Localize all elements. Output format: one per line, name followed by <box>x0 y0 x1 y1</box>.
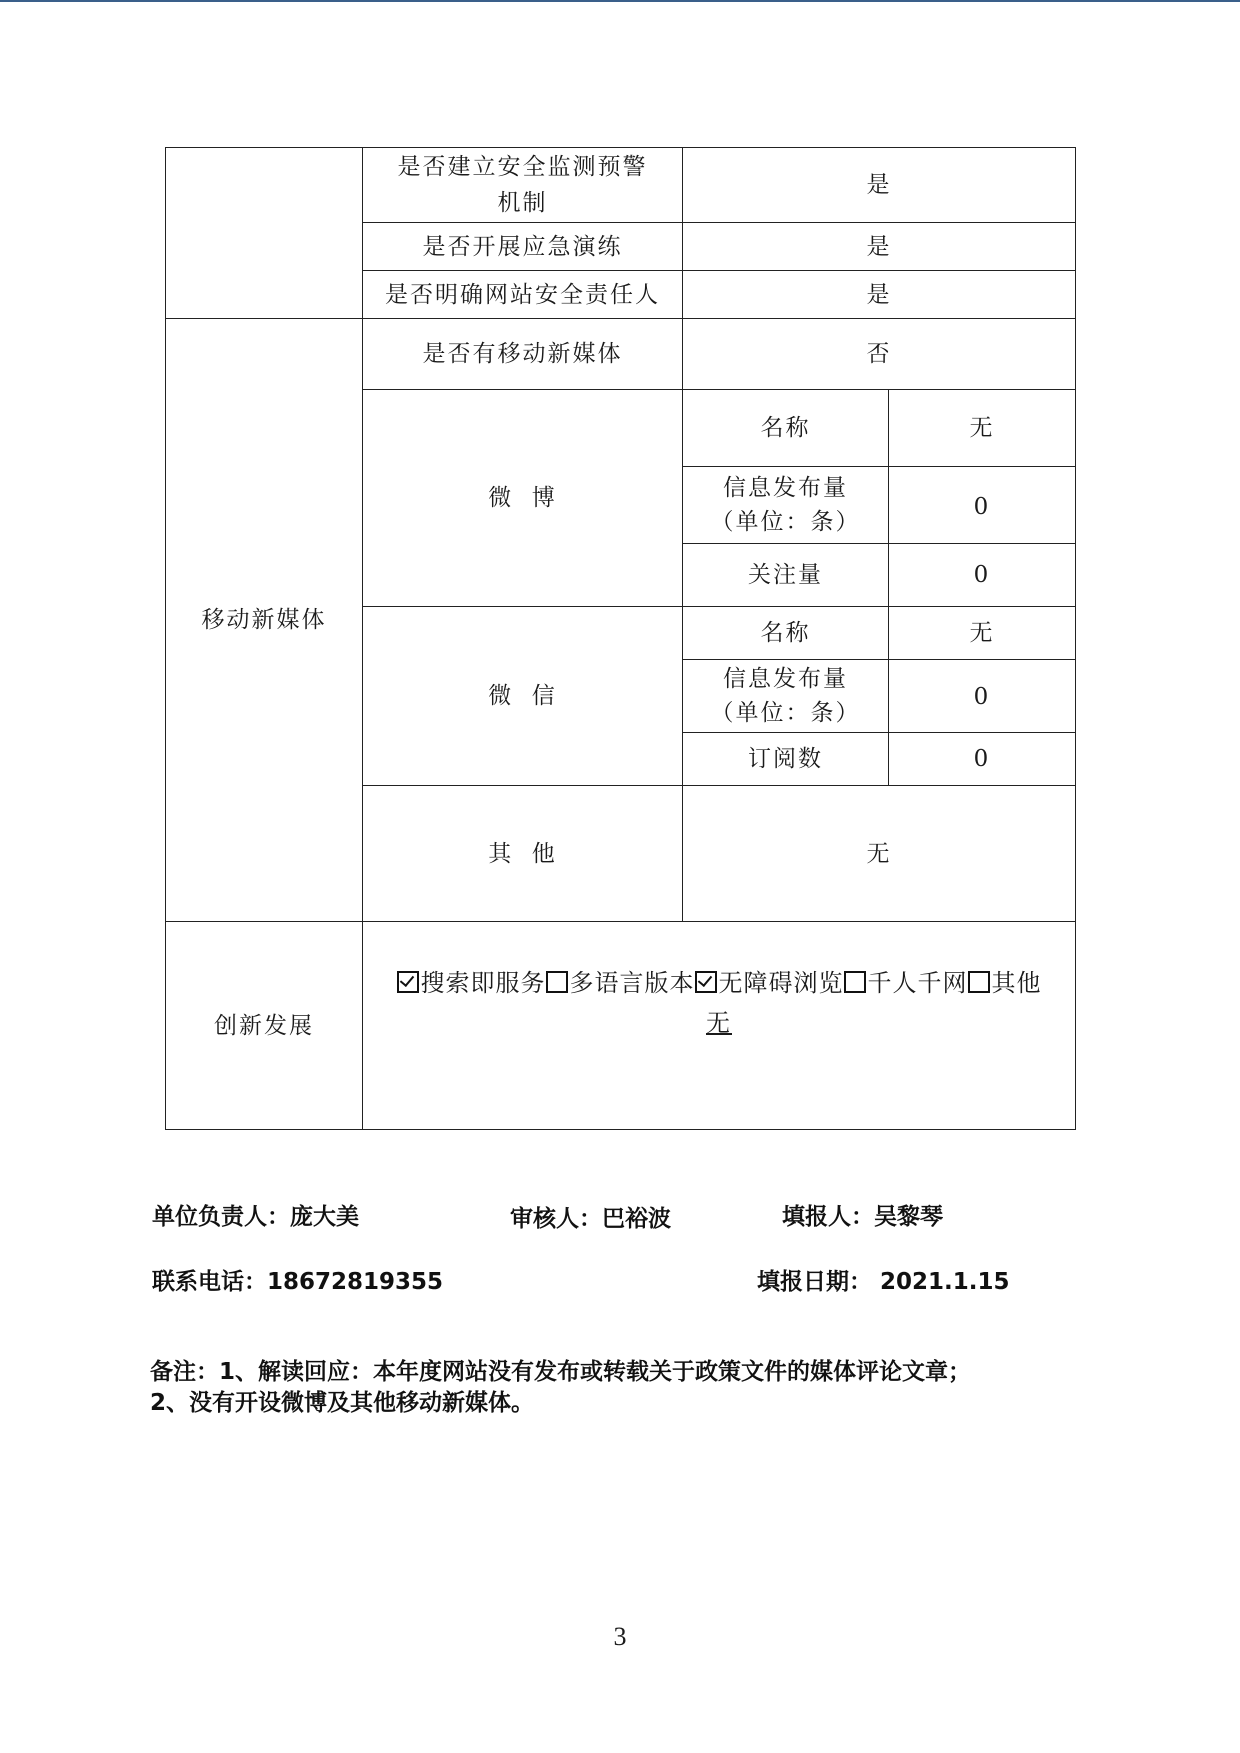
innovation-label: 创新发展 <box>166 922 363 1130</box>
weibo-name-label: 名称 <box>683 390 889 467</box>
monitoring-label: 是否建立安全监测预警机制 <box>363 148 683 223</box>
drill-label: 是否开展应急演练 <box>363 223 683 271</box>
has-media-label: 是否有移动新媒体 <box>363 319 683 390</box>
innovation-options <box>363 965 1075 1001</box>
report-table <box>165 147 1076 1130</box>
checkbox-empty-icon <box>968 971 990 993</box>
weibo-followers-value: 0 <box>889 544 1076 607</box>
option-personalized: 千人千网 <box>844 969 968 997</box>
unit-head: 单位负责人：庞大美 <box>152 1204 359 1230</box>
wechat-name-value: 无 <box>889 607 1076 660</box>
innovation-content <box>363 922 1076 1130</box>
media-section-label: 移动新媒体 <box>166 319 363 922</box>
report-date: 填报日期： 2021.1.15 <box>757 1269 1010 1295</box>
remark-line-1: 备注：1、解读回应：本年度网站没有发布或转载关于政策文件的媒体评论文章； <box>150 1359 972 1385</box>
wechat-label: 微 信 <box>363 607 683 786</box>
weibo-name-value: 无 <box>889 390 1076 467</box>
wechat-posts-value: 0 <box>889 660 1076 733</box>
innovation-other-note: 无 <box>706 1009 732 1037</box>
other-media-value: 无 <box>683 786 1076 922</box>
option-accessibility: 无障碍浏览 <box>695 969 844 997</box>
checkbox-empty-icon <box>546 971 568 993</box>
filler: 填报人：吴黎琴 <box>782 1204 943 1230</box>
reviewer: 审核人：巴裕波 <box>510 1206 671 1232</box>
wechat-name-label: 名称 <box>683 607 889 660</box>
checkbox-checked-icon <box>695 971 717 993</box>
drill-value: 是 <box>683 223 1076 271</box>
contact-phone: 联系电话：18672819355 <box>152 1269 444 1295</box>
has-media-value: 否 <box>683 319 1076 390</box>
monitoring-value: 是 <box>683 148 1076 223</box>
weibo-followers-label: 关注量 <box>683 544 889 607</box>
option-search-service: 搜索即服务 <box>397 969 546 997</box>
wechat-posts-label: 信息发布量（单位：条） <box>683 660 889 733</box>
other-media-label: 其 他 <box>363 786 683 922</box>
responsible-label: 是否明确网站安全责任人 <box>363 271 683 319</box>
page-number: 3 <box>613 1622 627 1651</box>
weibo-posts-value: 0 <box>889 467 1076 544</box>
remark-line-2: 2、没有开设微博及其他移动新媒体。 <box>150 1390 535 1416</box>
security-section-cell <box>166 148 363 319</box>
weibo-posts-label: 信息发布量（单位：条） <box>683 467 889 544</box>
weibo-label: 微 博 <box>363 390 683 607</box>
option-multilingual: 多语言版本 <box>546 969 695 997</box>
option-other: 其他 <box>968 969 1042 997</box>
checkbox-checked-icon <box>397 971 419 993</box>
wechat-subscribers-label: 订阅数 <box>683 733 889 786</box>
page-top-border <box>0 0 1240 2</box>
checkbox-empty-icon <box>844 971 866 993</box>
wechat-subscribers-value: 0 <box>889 733 1076 786</box>
responsible-value: 是 <box>683 271 1076 319</box>
